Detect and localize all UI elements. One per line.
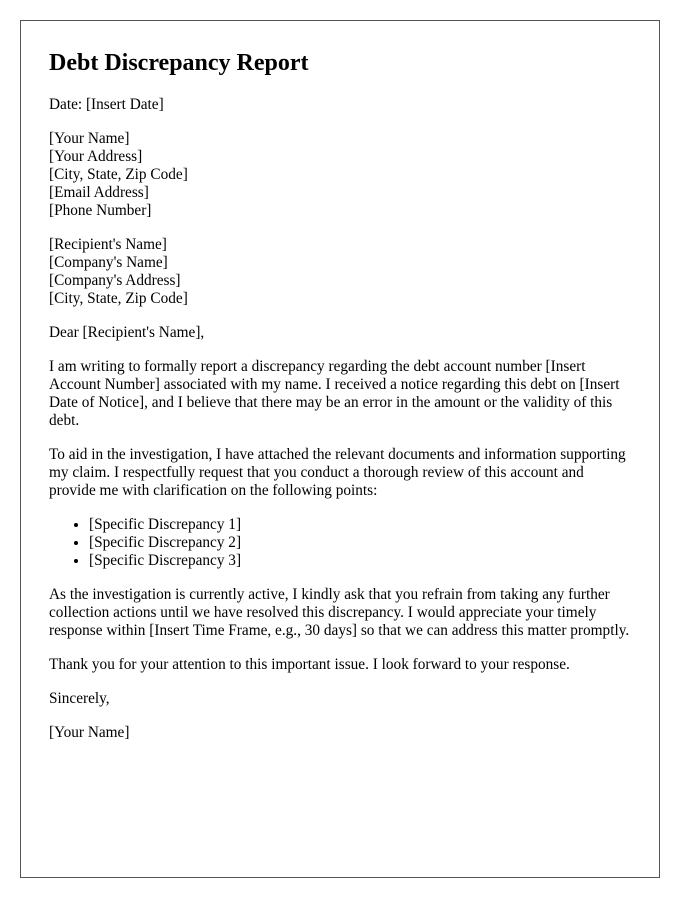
sender-city-state-zip: [City, State, Zip Code]	[49, 166, 188, 183]
letter-page	[20, 20, 660, 878]
date-line: Date: [Insert Date]	[49, 96, 164, 113]
recipient-address-block	[49, 236, 631, 308]
recipient-company: [Company's Name]	[49, 254, 168, 271]
sender-address: [Your Address]	[49, 148, 143, 165]
sender-phone: [Phone Number]	[49, 202, 152, 219]
body-paragraph: As the investigation is currently active, I kindly ask that you refrain from taking any further collection actions until we have resolved this discrepancy. I would appreciate your timely response within [Insert Time Frame, e.g., 30 days] so that we can address this matter promptly.	[49, 586, 630, 639]
list-item: • [Specific Discrepancy 1]	[89, 516, 631, 534]
sender-name: [Your Name]	[49, 130, 130, 147]
recipient-company-address: [Company's Address]	[49, 272, 181, 289]
sender-address-block	[49, 130, 631, 220]
body-paragraph: Thank you for your attention to this important issue. I look forward to your response.	[49, 656, 570, 673]
salutation: Dear [Recipient's Name],	[49, 324, 205, 341]
discrepancy-list	[49, 516, 631, 570]
body-paragraph: To aid in the investigation, I have attached the relevant documents and information supporting my claim. I respectfully request that you conduct a thorough review of this account and provide me with clarification on the following points:	[49, 446, 626, 499]
recipient-city-state-zip: [City, State, Zip Code]	[49, 290, 188, 307]
list-item: • [Specific Discrepancy 3]	[89, 552, 631, 570]
body-paragraph: I am writing to formally report a discrepancy regarding the debt account number [Insert Account Number] associated with my name. I received a notice regarding this debt on [Insert Date of Notice], and I believe that there may be an error in the amount or the validity of this debt.	[49, 358, 620, 429]
sender-email: [Email Address]	[49, 184, 149, 201]
list-item: • [Specific Discrepancy 2]	[89, 534, 631, 552]
signature-name: [Your Name]	[49, 724, 130, 741]
signoff: Sincerely,	[49, 690, 110, 707]
document-title: Debt Discrepancy Report	[49, 50, 309, 76]
recipient-name: [Recipient's Name]	[49, 236, 167, 253]
